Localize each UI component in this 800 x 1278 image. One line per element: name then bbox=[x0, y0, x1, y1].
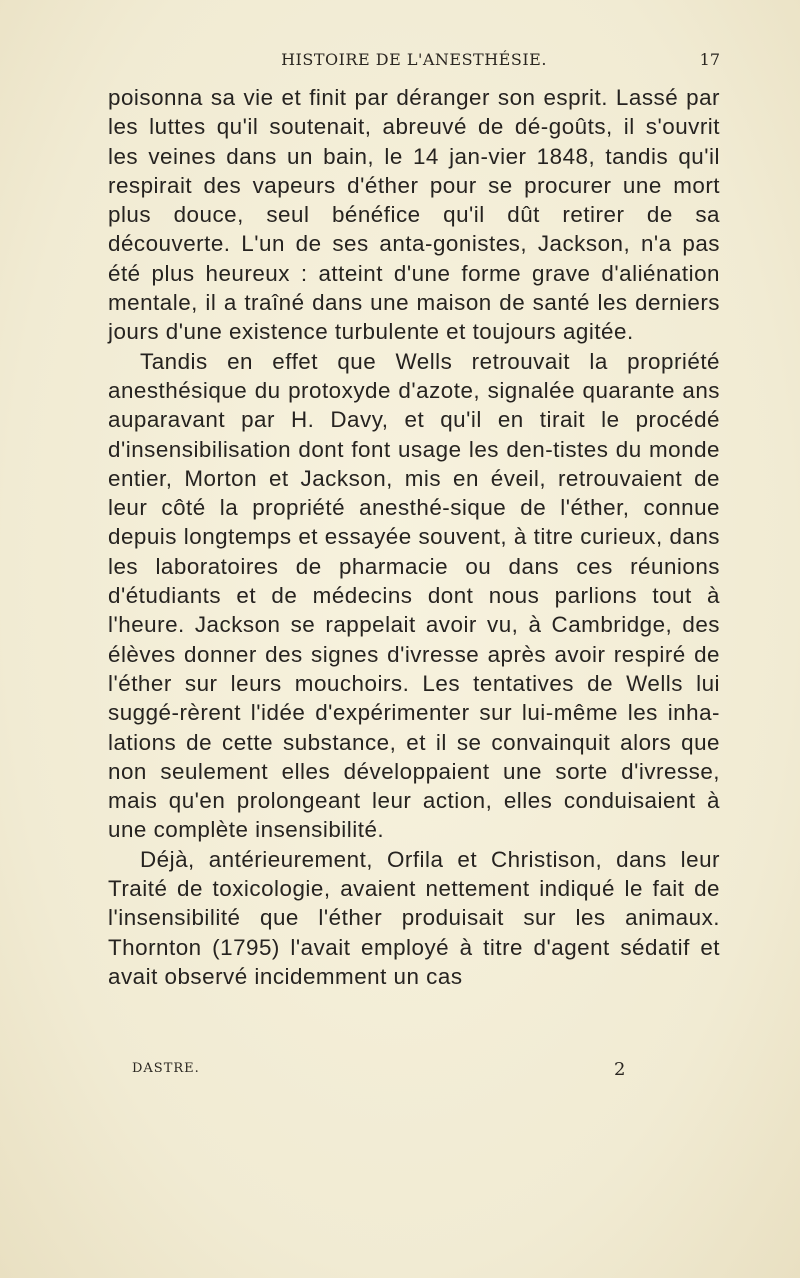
paragraph-3: Déjà, antérieurement, Orfila et Christison, dans leur Traité de toxicologie, avaient nettement indiqué le fait de l'insensibilité que l'éther produisait sur les animaux. Thornton (1795) l'avait employé à titre d'agent sédatif et avait observé incidemment un cas bbox=[108, 846, 720, 989]
paragraph-1: poisonna sa vie et finit par déranger son esprit. Lassé par les luttes qu'il soutenait, abreuvé de dé-goûts, il s'ouvrit les veines dans un bain, le 14 jan-vier 1848, tandis qu'il respirait des vapeurs d'éther pour se procurer une mort plus douce, seul bénéfice qu'il dût retirer de sa découverte. L'un de ses anta-gonistes, Jackson, n'a pas été plus heureux : atteint d'une forme grave d'aliénation mentale, il a traîné dans une maison de santé les derniers jours d'une existence turbulente et toujours agitée. bbox=[108, 85, 720, 345]
printer-signature: DASTRE. bbox=[132, 1061, 200, 1076]
body-text bbox=[108, 83, 720, 991]
running-title: HISTOIRE DE L'ANESTHÉSIE. bbox=[281, 50, 547, 69]
page-footer bbox=[132, 1061, 722, 1083]
sheet-number: 2 bbox=[614, 1059, 626, 1080]
page-header bbox=[108, 50, 720, 76]
page-number: 17 bbox=[699, 50, 720, 69]
paragraph-2: Tandis en effet que Wells retrouvait la propriété anesthésique du protoxyde d'azote, signalée quarante ans auparavant par H. Davy, et qu'il en tirait le procédé d'insensibilisation dont font usage les den-tistes du monde entier, Morton et Jackson, mis en éveil, retrouvaient de leur côté la propriété anesthé-sique de l'éther, connue depuis longtemps et essayée souvent, à titre curieux, dans les laboratoires de pharmacie ou dans ces réunions d'étudiants et de médecins dont nous parlions tout à l'heure. Jackson se rappelait avoir vu, à Cambridge, des élèves donner des signes d'ivresse après avoir respiré de l'éther sur leurs mouchoirs. Les tentatives de Wells lui suggé-rèrent l'idée d'expérimenter sur lui-même les inha-lations de cette substance, et il se convainquit alors que non seulement elles développaient une sorte d'ivresse, mais qu'en prolongeant leur action, elles conduisaient à une complète insensibilité. bbox=[108, 348, 720, 843]
